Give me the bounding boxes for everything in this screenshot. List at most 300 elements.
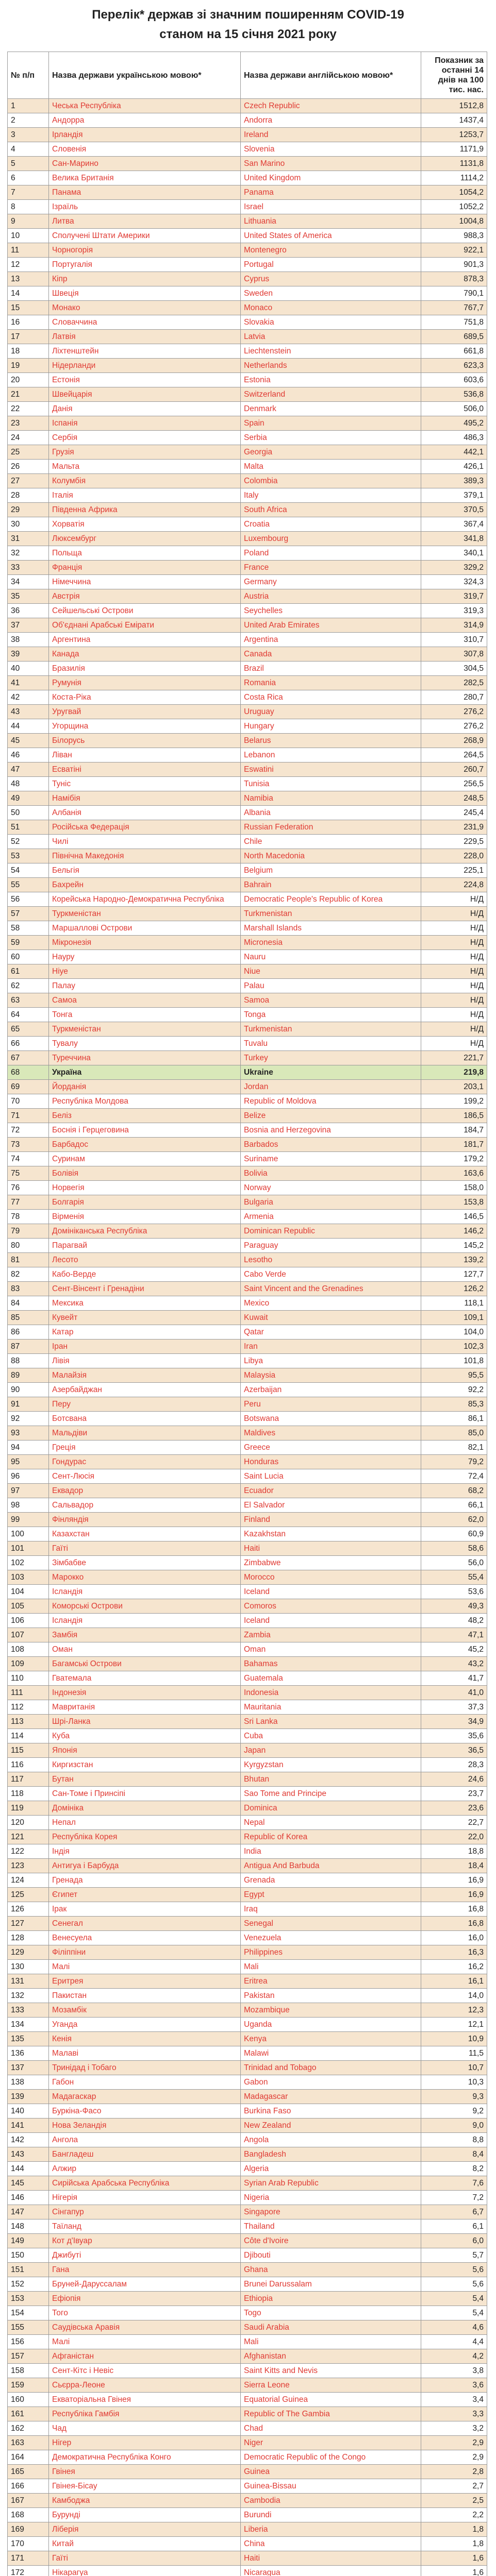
country-name-ukrainian: Лесото bbox=[49, 1253, 241, 1267]
row-number: 71 bbox=[8, 1109, 49, 1123]
country-name-ukrainian: Палау bbox=[49, 979, 241, 993]
row-number: 9 bbox=[8, 214, 49, 229]
country-name-english: Mexico bbox=[241, 1296, 421, 1311]
row-number: 156 bbox=[8, 2335, 49, 2349]
table-row bbox=[8, 762, 487, 777]
country-name-ukrainian: Уганда bbox=[49, 2018, 241, 2032]
table-row bbox=[8, 690, 487, 705]
row-indicator: 92,2 bbox=[421, 1383, 487, 1397]
country-name-ukrainian: Данія bbox=[49, 402, 241, 416]
country-name-ukrainian: Мальта bbox=[49, 460, 241, 474]
row-number: 165 bbox=[8, 2465, 49, 2479]
row-indicator: Н/Д bbox=[421, 892, 487, 907]
table-row bbox=[8, 2234, 487, 2248]
table-row bbox=[8, 835, 487, 849]
country-name-ukrainian: Філіппіни bbox=[49, 1945, 241, 1960]
row-indicator: 37,3 bbox=[421, 1700, 487, 1715]
row-indicator: 22,0 bbox=[421, 1830, 487, 1844]
country-name-ukrainian: Велика Британія bbox=[49, 171, 241, 185]
country-name-ukrainian: Алжир bbox=[49, 2162, 241, 2176]
row-number: 172 bbox=[8, 2566, 49, 2576]
row-indicator: 12,3 bbox=[421, 2003, 487, 2018]
row-indicator: 79,2 bbox=[421, 1455, 487, 1469]
table-row bbox=[8, 214, 487, 229]
row-indicator: 28,3 bbox=[421, 1758, 487, 1772]
country-name-english: Estonia bbox=[241, 373, 421, 387]
row-number: 19 bbox=[8, 359, 49, 373]
row-indicator: 280,7 bbox=[421, 690, 487, 705]
country-name-english: Liechtenstein bbox=[241, 344, 421, 359]
row-indicator: 101,8 bbox=[421, 1354, 487, 1368]
country-name-ukrainian: Зімбабве bbox=[49, 1556, 241, 1570]
row-indicator: 47,1 bbox=[421, 1628, 487, 1642]
row-number: 113 bbox=[8, 1715, 49, 1729]
row-indicator: 689,5 bbox=[421, 330, 487, 344]
country-name-english: Afghanistan bbox=[241, 2349, 421, 2364]
row-indicator: 367,4 bbox=[421, 517, 487, 532]
table-row bbox=[8, 2292, 487, 2306]
country-name-ukrainian: Ізраїль bbox=[49, 200, 241, 214]
row-indicator: 203,1 bbox=[421, 1080, 487, 1094]
country-name-ukrainian: Португалія bbox=[49, 258, 241, 272]
header-name-english: Назва держави англійською мовою* bbox=[241, 52, 421, 99]
country-name-english: Zambia bbox=[241, 1628, 421, 1642]
header-name-ukrainian: Назва держави українською мовою* bbox=[49, 52, 241, 99]
row-number: 122 bbox=[8, 1844, 49, 1859]
row-number: 89 bbox=[8, 1368, 49, 1383]
country-name-ukrainian: Чорногорія bbox=[49, 243, 241, 258]
country-name-ukrainian: Бурунді bbox=[49, 2508, 241, 2522]
country-name-english: Uruguay bbox=[241, 705, 421, 719]
row-number: 118 bbox=[8, 1787, 49, 1801]
country-name-english: Haiti bbox=[241, 2551, 421, 2566]
table-row bbox=[8, 1715, 487, 1729]
country-name-ukrainian: Суринам bbox=[49, 1152, 241, 1166]
country-name-english: Saint Vincent and the Grenadines bbox=[241, 1282, 421, 1296]
table-row bbox=[8, 2119, 487, 2133]
country-name-ukrainian: Норвегія bbox=[49, 1181, 241, 1195]
table-row bbox=[8, 1758, 487, 1772]
country-name-ukrainian: Сьєрра-Леоне bbox=[49, 2378, 241, 2393]
country-name-ukrainian: Коморські Острови bbox=[49, 1599, 241, 1614]
country-name-ukrainian: Еритрея bbox=[49, 1974, 241, 1989]
country-name-ukrainian: Монако bbox=[49, 301, 241, 315]
row-indicator: 2,2 bbox=[421, 2508, 487, 2522]
row-number: 108 bbox=[8, 1642, 49, 1657]
row-number: 25 bbox=[8, 445, 49, 460]
row-number: 109 bbox=[8, 1657, 49, 1671]
country-name-english: New Zealand bbox=[241, 2119, 421, 2133]
row-indicator: 34,9 bbox=[421, 1715, 487, 1729]
table-row bbox=[8, 1729, 487, 1743]
table-row bbox=[8, 546, 487, 561]
country-name-english: Lithuania bbox=[241, 214, 421, 229]
country-name-ukrainian: Аргентина bbox=[49, 633, 241, 647]
row-indicator: 7,6 bbox=[421, 2176, 487, 2191]
country-name-english: Eswatini bbox=[241, 762, 421, 777]
row-number: 54 bbox=[8, 863, 49, 878]
country-name-english: China bbox=[241, 2537, 421, 2551]
row-number: 126 bbox=[8, 1902, 49, 1917]
row-number: 155 bbox=[8, 2320, 49, 2335]
country-name-ukrainian: Нідерланди bbox=[49, 359, 241, 373]
table-row bbox=[8, 1700, 487, 1715]
table-row bbox=[8, 2566, 487, 2576]
country-name-english: Malaysia bbox=[241, 1368, 421, 1383]
country-name-ukrainian: Північна Македонія bbox=[49, 849, 241, 863]
row-indicator: 8,4 bbox=[421, 2147, 487, 2162]
table-row bbox=[8, 532, 487, 546]
row-number: 127 bbox=[8, 1917, 49, 1931]
country-name-english: Guinea-Bissau bbox=[241, 2479, 421, 2494]
row-indicator: 49,3 bbox=[421, 1599, 487, 1614]
country-name-english: Liberia bbox=[241, 2522, 421, 2537]
country-name-ukrainian: Ангола bbox=[49, 2133, 241, 2147]
row-number: 20 bbox=[8, 373, 49, 387]
row-number: 97 bbox=[8, 1484, 49, 1498]
row-number: 102 bbox=[8, 1556, 49, 1570]
country-name-english: Peru bbox=[241, 1397, 421, 1412]
row-indicator: 268,9 bbox=[421, 734, 487, 748]
row-indicator: 12,1 bbox=[421, 2018, 487, 2032]
country-name-english: Iraq bbox=[241, 1902, 421, 1917]
country-name-english: Belarus bbox=[241, 734, 421, 748]
country-name-english: Turkey bbox=[241, 1051, 421, 1065]
country-name-english: Namibia bbox=[241, 791, 421, 806]
table-row bbox=[8, 243, 487, 258]
row-number: 125 bbox=[8, 1888, 49, 1902]
country-name-english: Cambodia bbox=[241, 2494, 421, 2508]
country-name-english: Bosnia and Herzegovina bbox=[241, 1123, 421, 1138]
row-number: 39 bbox=[8, 647, 49, 662]
country-name-english: Honduras bbox=[241, 1455, 421, 1469]
table-row bbox=[8, 2364, 487, 2378]
table-row bbox=[8, 921, 487, 936]
table-row bbox=[8, 2046, 487, 2061]
row-number: 132 bbox=[8, 1989, 49, 2003]
country-name-english: Marshall Islands bbox=[241, 921, 421, 936]
country-name-ukrainian: Йорданія bbox=[49, 1080, 241, 1094]
row-number: 73 bbox=[8, 1138, 49, 1152]
country-name-english: Ethiopia bbox=[241, 2292, 421, 2306]
row-indicator: 3,4 bbox=[421, 2393, 487, 2407]
table-row bbox=[8, 2061, 487, 2075]
country-name-ukrainian: Чеська Республіка bbox=[49, 99, 241, 113]
country-name-english: Antigua And Barbuda bbox=[241, 1859, 421, 1873]
table-row bbox=[8, 1599, 487, 1614]
row-indicator: 6,0 bbox=[421, 2234, 487, 2248]
country-name-english: Burkina Faso bbox=[241, 2104, 421, 2119]
row-indicator: 319,7 bbox=[421, 589, 487, 604]
country-name-ukrainian: Малі bbox=[49, 1960, 241, 1974]
table-row bbox=[8, 1743, 487, 1758]
row-number: 30 bbox=[8, 517, 49, 532]
row-indicator: 486,3 bbox=[421, 431, 487, 445]
country-name-english: Sao Tome and Principe bbox=[241, 1787, 421, 1801]
country-name-ukrainian: Боснія і Герцеговина bbox=[49, 1123, 241, 1138]
country-name-ukrainian: Гана bbox=[49, 2263, 241, 2277]
table-row bbox=[8, 2018, 487, 2032]
row-number: 82 bbox=[8, 1267, 49, 1282]
country-name-ukrainian: Південна Африка bbox=[49, 503, 241, 517]
table-row bbox=[8, 2205, 487, 2219]
row-number: 140 bbox=[8, 2104, 49, 2119]
country-name-ukrainian: Литва bbox=[49, 214, 241, 229]
table-row bbox=[8, 964, 487, 979]
country-name-english: Ghana bbox=[241, 2263, 421, 2277]
row-number: 143 bbox=[8, 2147, 49, 2162]
table-row bbox=[8, 777, 487, 791]
country-name-english: Micronesia bbox=[241, 936, 421, 950]
country-name-english: Republic of The Gambia bbox=[241, 2407, 421, 2421]
country-name-ukrainian: Коста-Ріка bbox=[49, 690, 241, 705]
country-name-english: Colombia bbox=[241, 474, 421, 488]
row-indicator: 1253,7 bbox=[421, 128, 487, 142]
country-name-ukrainian: Чад bbox=[49, 2421, 241, 2436]
table-row bbox=[8, 2335, 487, 2349]
country-name-ukrainian: Андорра bbox=[49, 113, 241, 128]
country-name-ukrainian: Сполучені Штати Америки bbox=[49, 229, 241, 243]
table-row bbox=[8, 2162, 487, 2176]
row-indicator: 1,6 bbox=[421, 2551, 487, 2566]
country-name-ukrainian: Буркіна-Фасо bbox=[49, 2104, 241, 2119]
country-name-english: United States of America bbox=[241, 229, 421, 243]
row-number: 116 bbox=[8, 1758, 49, 1772]
country-name-english: Senegal bbox=[241, 1917, 421, 1931]
row-number: 69 bbox=[8, 1080, 49, 1094]
country-name-ukrainian: Туркменістан bbox=[49, 907, 241, 921]
row-indicator: 58,6 bbox=[421, 1541, 487, 1556]
row-number: 136 bbox=[8, 2046, 49, 2061]
table-row bbox=[8, 1239, 487, 1253]
row-number: 51 bbox=[8, 820, 49, 835]
country-name-ukrainian: Саудівська Аравія bbox=[49, 2320, 241, 2335]
country-name-english: North Macedonia bbox=[241, 849, 421, 863]
country-name-ukrainian: Антигуа і Барбуда bbox=[49, 1859, 241, 1873]
table-header-row bbox=[8, 52, 487, 99]
row-number: 161 bbox=[8, 2407, 49, 2421]
country-name-english: Singapore bbox=[241, 2205, 421, 2219]
country-name-ukrainian: Кіпр bbox=[49, 272, 241, 286]
row-number: 43 bbox=[8, 705, 49, 719]
country-name-ukrainian: Джибуті bbox=[49, 2248, 241, 2263]
country-name-english: Indonesia bbox=[241, 1686, 421, 1700]
row-number: 90 bbox=[8, 1383, 49, 1397]
country-name-english: Iran bbox=[241, 1340, 421, 1354]
country-name-english: Norway bbox=[241, 1181, 421, 1195]
country-name-english: Botswana bbox=[241, 1412, 421, 1426]
country-name-english: Russian Federation bbox=[241, 820, 421, 835]
country-name-english: Republic of Moldova bbox=[241, 1094, 421, 1109]
row-number: 96 bbox=[8, 1469, 49, 1484]
row-number: 171 bbox=[8, 2551, 49, 2566]
row-indicator: 1114,2 bbox=[421, 171, 487, 185]
row-number: 159 bbox=[8, 2378, 49, 2393]
row-number: 124 bbox=[8, 1873, 49, 1888]
row-indicator: 260,7 bbox=[421, 762, 487, 777]
table-row bbox=[8, 1844, 487, 1859]
country-name-ukrainian: Перу bbox=[49, 1397, 241, 1412]
row-indicator: 304,5 bbox=[421, 662, 487, 676]
row-number: 4 bbox=[8, 142, 49, 157]
country-name-ukrainian: Марокко bbox=[49, 1570, 241, 1585]
table-row bbox=[8, 171, 487, 185]
row-number: 84 bbox=[8, 1296, 49, 1311]
table-row bbox=[8, 286, 487, 301]
country-name-ukrainian: Сирійська Арабська Республіка bbox=[49, 2176, 241, 2191]
country-name-ukrainian: Малаві bbox=[49, 2046, 241, 2061]
row-number: 168 bbox=[8, 2508, 49, 2522]
row-number: 31 bbox=[8, 532, 49, 546]
country-name-english: Kenya bbox=[241, 2032, 421, 2046]
country-name-ukrainian: Швеція bbox=[49, 286, 241, 301]
row-indicator: 4,2 bbox=[421, 2349, 487, 2364]
row-number: 148 bbox=[8, 2219, 49, 2234]
table-row bbox=[8, 1484, 487, 1498]
table-row bbox=[8, 1426, 487, 1440]
country-name-ukrainian: Панама bbox=[49, 185, 241, 200]
country-name-english: Kuwait bbox=[241, 1311, 421, 1325]
row-number: 142 bbox=[8, 2133, 49, 2147]
country-name-ukrainian: Мадагаскар bbox=[49, 2090, 241, 2104]
row-indicator: 56,0 bbox=[421, 1556, 487, 1570]
country-name-ukrainian: Сент-Кітс і Невіс bbox=[49, 2364, 241, 2378]
row-number: 163 bbox=[8, 2436, 49, 2450]
country-name-english: Turkmenistan bbox=[241, 1022, 421, 1037]
country-name-ukrainian: Нігер bbox=[49, 2436, 241, 2450]
country-name-ukrainian: Сальвадор bbox=[49, 1498, 241, 1513]
table-row bbox=[8, 128, 487, 142]
row-indicator: 95,5 bbox=[421, 1368, 487, 1383]
country-name-ukrainian: Ісландія bbox=[49, 1614, 241, 1628]
country-name-ukrainian: Ботсвана bbox=[49, 1412, 241, 1426]
table-row bbox=[8, 1022, 487, 1037]
row-number: 169 bbox=[8, 2522, 49, 2537]
table-row bbox=[8, 2508, 487, 2522]
country-name-english: Iceland bbox=[241, 1585, 421, 1599]
row-indicator: 104,0 bbox=[421, 1325, 487, 1340]
country-name-english: Mauritania bbox=[241, 1700, 421, 1715]
table-row bbox=[8, 2090, 487, 2104]
row-indicator: Н/Д bbox=[421, 964, 487, 979]
country-name-ukrainian: Китай bbox=[49, 2537, 241, 2551]
country-name-ukrainian: Білорусь bbox=[49, 734, 241, 748]
row-number: 38 bbox=[8, 633, 49, 647]
country-name-english: Dominica bbox=[241, 1801, 421, 1816]
table-row bbox=[8, 2032, 487, 2046]
country-name-english: Nepal bbox=[241, 1816, 421, 1830]
row-number: 75 bbox=[8, 1166, 49, 1181]
row-indicator: 36,5 bbox=[421, 1743, 487, 1758]
country-name-ukrainian: Гондурас bbox=[49, 1455, 241, 1469]
row-indicator: 146,2 bbox=[421, 1224, 487, 1239]
row-indicator: 10,9 bbox=[421, 2032, 487, 2046]
row-number: 100 bbox=[8, 1527, 49, 1541]
row-indicator: 3,6 bbox=[421, 2378, 487, 2393]
country-name-ukrainian: Тринідад і Тобаго bbox=[49, 2061, 241, 2075]
country-name-english: Madagascar bbox=[241, 2090, 421, 2104]
table-row bbox=[8, 1960, 487, 1974]
country-name-ukrainian: Тувалу bbox=[49, 1037, 241, 1051]
row-number: 72 bbox=[8, 1123, 49, 1138]
row-indicator: 661,8 bbox=[421, 344, 487, 359]
table-row bbox=[8, 878, 487, 892]
country-name-ukrainian: Об'єднані Арабські Емірати bbox=[49, 618, 241, 633]
country-name-english: Belgium bbox=[241, 863, 421, 878]
table-row bbox=[8, 2494, 487, 2508]
table-row bbox=[8, 416, 487, 431]
country-name-ukrainian: Замбія bbox=[49, 1628, 241, 1642]
country-name-english: Netherlands bbox=[241, 359, 421, 373]
country-name-ukrainian: Домініка bbox=[49, 1801, 241, 1816]
row-indicator: 3,3 bbox=[421, 2407, 487, 2421]
table-row bbox=[8, 2522, 487, 2537]
country-name-ukrainian: Мальдіви bbox=[49, 1426, 241, 1440]
table-row bbox=[8, 892, 487, 907]
table-row bbox=[8, 1642, 487, 1657]
table-row bbox=[8, 1368, 487, 1383]
country-name-english: Nicaragua bbox=[241, 2566, 421, 2576]
country-name-english: Samoa bbox=[241, 993, 421, 1008]
table-row bbox=[8, 2436, 487, 2450]
country-name-english: El Salvador bbox=[241, 1498, 421, 1513]
table-row bbox=[8, 979, 487, 993]
country-name-ukrainian: Колумбія bbox=[49, 474, 241, 488]
country-name-ukrainian: Катар bbox=[49, 1325, 241, 1340]
row-indicator: 23,7 bbox=[421, 1787, 487, 1801]
row-number: 93 bbox=[8, 1426, 49, 1440]
table-row bbox=[8, 200, 487, 214]
row-indicator: 224,8 bbox=[421, 878, 487, 892]
country-name-ukrainian: Нова Зеландія bbox=[49, 2119, 241, 2133]
row-number: 67 bbox=[8, 1051, 49, 1065]
country-name-english: Switzerland bbox=[241, 387, 421, 402]
table-row bbox=[8, 936, 487, 950]
row-indicator: 1,8 bbox=[421, 2522, 487, 2537]
table-row bbox=[8, 2277, 487, 2292]
table-row bbox=[8, 157, 487, 171]
country-name-ukrainian: Бангладеш bbox=[49, 2147, 241, 2162]
country-name-english: Thailand bbox=[241, 2219, 421, 2234]
table-row bbox=[8, 1931, 487, 1945]
table-row bbox=[8, 1585, 487, 1599]
country-name-english: Nauru bbox=[241, 950, 421, 964]
country-name-ukrainian: Ісландія bbox=[49, 1585, 241, 1599]
table-row bbox=[8, 113, 487, 128]
row-number: 24 bbox=[8, 431, 49, 445]
row-indicator: 2,7 bbox=[421, 2479, 487, 2494]
table-row bbox=[8, 315, 487, 330]
country-name-ukrainian: Оман bbox=[49, 1642, 241, 1657]
row-number: 105 bbox=[8, 1599, 49, 1614]
country-name-ukrainian: Грузія bbox=[49, 445, 241, 460]
country-name-english: Serbia bbox=[241, 431, 421, 445]
country-name-ukrainian: Бутан bbox=[49, 1772, 241, 1787]
country-name-english: United Arab Emirates bbox=[241, 618, 421, 633]
country-name-english: Belize bbox=[241, 1109, 421, 1123]
country-name-english: Malta bbox=[241, 460, 421, 474]
table-row bbox=[8, 1109, 487, 1123]
table-row bbox=[8, 1065, 487, 1080]
table-row bbox=[8, 1224, 487, 1239]
row-indicator: 199,2 bbox=[421, 1094, 487, 1109]
country-name-ukrainian: Фінляндія bbox=[49, 1513, 241, 1527]
row-indicator: 1131,8 bbox=[421, 157, 487, 171]
row-indicator: 1,8 bbox=[421, 2537, 487, 2551]
row-number: 29 bbox=[8, 503, 49, 517]
country-name-ukrainian: Греція bbox=[49, 1440, 241, 1455]
row-number: 64 bbox=[8, 1008, 49, 1022]
